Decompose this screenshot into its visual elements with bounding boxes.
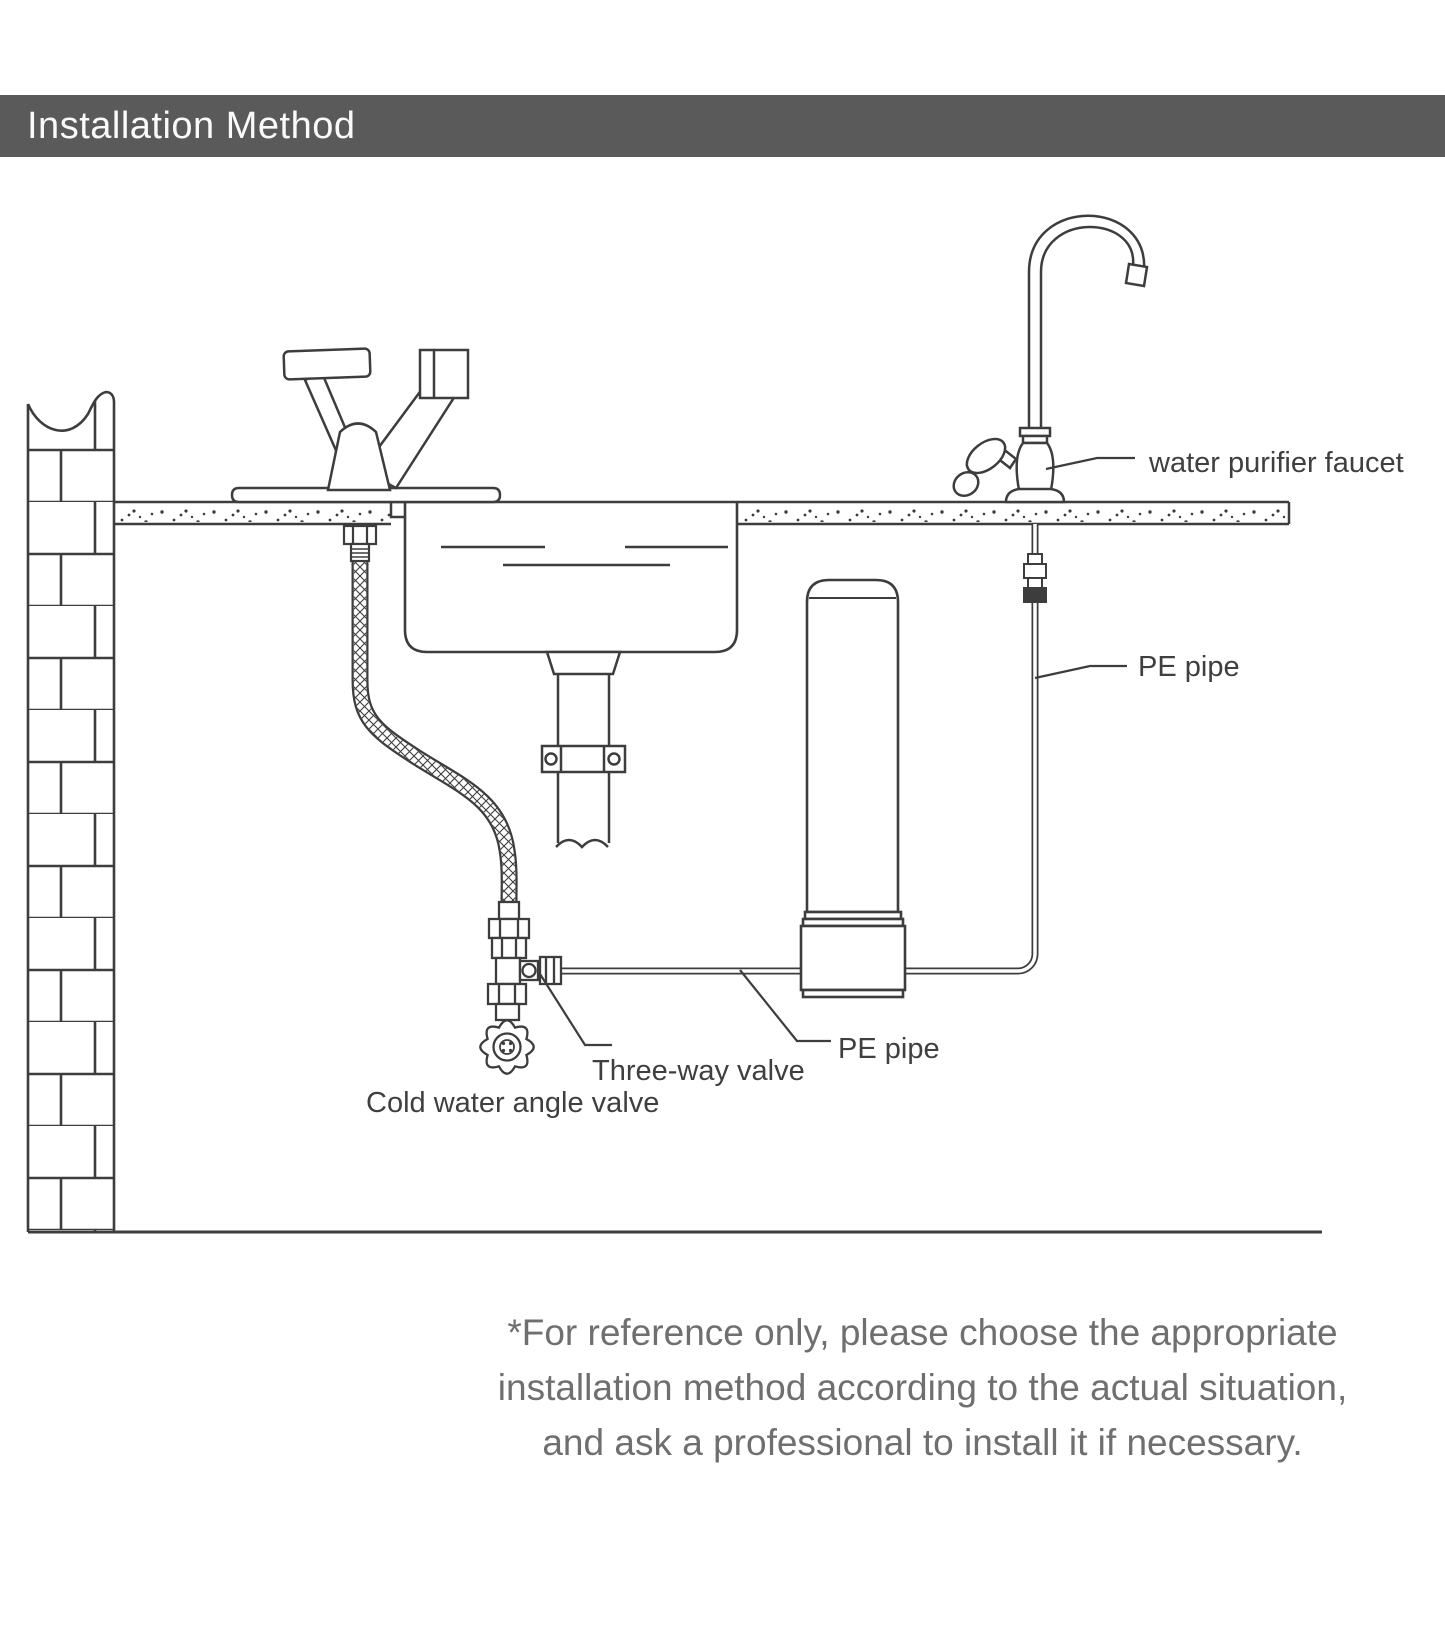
- pipe-clamp: [542, 746, 625, 772]
- faucet-base-flare: [1006, 489, 1064, 502]
- kitchen-faucet: [232, 349, 500, 502]
- braided-hose: [360, 558, 509, 905]
- label-water-purifier-faucet: water purifier faucet: [1149, 447, 1404, 479]
- disclaimer-line-3: and ask a professional to install it if necessary.: [542, 1422, 1303, 1463]
- three-way-valve-fitting: [520, 957, 561, 984]
- label-pe-pipe-lower: PE pipe: [838, 1033, 940, 1065]
- countertop: [114, 502, 1289, 524]
- valve-stem: [496, 1004, 519, 1020]
- valve-body: [496, 958, 520, 984]
- counter-sink-step: [391, 502, 405, 517]
- drain-pipe: [542, 652, 625, 847]
- disclaimer-line-1: *For reference only, please choose the appropriate: [507, 1312, 1338, 1353]
- sink: [405, 502, 737, 652]
- disclaimer-line-2: installation method according to the actual situation,: [497, 1367, 1348, 1408]
- water-level-lines: [441, 547, 728, 565]
- hose-ferrule: [499, 902, 519, 919]
- label-three-way-valve: Three-way valve: [592, 1055, 805, 1087]
- valve-handwheel: [480, 1020, 533, 1073]
- pipe-break-symbol: [556, 840, 608, 847]
- leader-water-purifier-faucet: [1046, 458, 1135, 469]
- filter-base: [801, 926, 905, 990]
- leader-pe-pipe-upper: [1035, 666, 1127, 678]
- label-cold-water-angle-valve: Cold water angle valve: [366, 1087, 660, 1119]
- filter-cartridge: [801, 580, 905, 997]
- spout-tip: [1126, 264, 1147, 286]
- faucet-handle-grip: [284, 349, 371, 380]
- disclaimer-note: [400, 1305, 1445, 1470]
- filter-base-foot: [803, 990, 903, 997]
- bulkhead-fitting: [1024, 554, 1046, 602]
- valve-top-nut: [489, 919, 529, 938]
- faucet-mounting-nut: [344, 526, 376, 561]
- valve-lower-nut: [488, 984, 526, 1004]
- section-title: Installation Method: [27, 105, 356, 147]
- gooseneck-inner: [1041, 227, 1133, 272]
- faucet-body: [1017, 443, 1054, 490]
- faucet-spout-outlet: [420, 350, 468, 398]
- label-pe-pipe-upper: PE pipe: [1138, 651, 1240, 683]
- pe-pipe-run: [561, 524, 1035, 971]
- brick-wall: [18, 370, 120, 1232]
